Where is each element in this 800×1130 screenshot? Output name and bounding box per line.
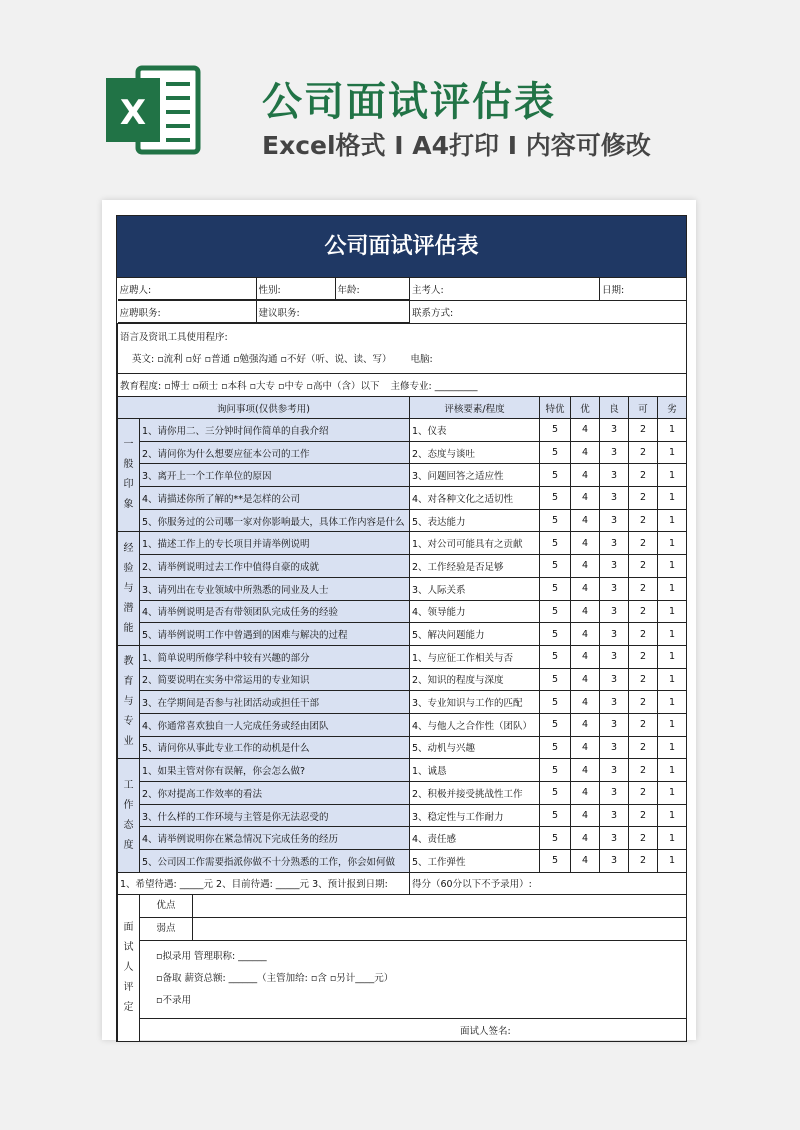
score-cell[interactable]: 3 [600,464,629,487]
score-cell[interactable]: 5 [540,487,571,510]
table-row [118,713,687,736]
signature-field[interactable]: 面试人签名: [140,1018,687,1041]
language-label: 语言及资讯工具使用程序: [120,332,228,343]
score-cell[interactable]: 5 [540,827,571,850]
score-cell[interactable]: 5 [540,441,571,464]
question-cell: 1、描述工作上的专长项目并请举例说明 [140,532,410,555]
gender-field[interactable]: 性别: [256,278,335,300]
education-row [118,374,687,397]
score-cell[interactable]: 2 [629,577,658,600]
score-cell[interactable]: 5 [540,850,571,873]
criteria-cell: 4、与他人之合作性（团队） [410,713,540,736]
score-cell[interactable]: 5 [540,736,571,759]
question-cell: 1、简单说明所修学科中较有兴趣的部分 [140,645,410,668]
salary-field[interactable]: 1、希望待遇: _____元 2、目前待遇: _____元 3、预计报到日期: [118,872,410,894]
col-header-poor: 劣 [658,397,687,419]
score-cell[interactable]: 4 [571,464,600,487]
score-cell[interactable]: 3 [600,623,629,646]
criteria-cell: 3、专业知识与工作的匹配 [410,691,540,714]
question-cell: 3、离开上一个工作单位的原因 [140,464,410,487]
score-cell[interactable]: 4 [571,804,600,827]
score-cell[interactable]: 4 [571,577,600,600]
computer-label: 电脑: [410,354,433,365]
criteria-cell: 5、动机与兴趣 [410,736,540,759]
question-cell: 2、请问你为什么想要应征本公司的工作 [140,441,410,464]
column-header-row [118,397,687,419]
score-cell[interactable]: 1 [658,645,687,668]
score-cell[interactable]: 3 [600,759,629,782]
score-cell[interactable]: 1 [658,782,687,805]
col-header-criteria: 评核要素/程度 [410,397,540,419]
question-cell: 2、简要说明在实务中常运用的专业知识 [140,668,410,691]
question-cell: 2、请举例说明过去工作中值得自豪的成就 [140,555,410,578]
interview-form [116,215,687,1042]
score-cell[interactable]: 5 [540,668,571,691]
date-field[interactable]: 日期: [600,278,687,300]
weakness-label: 弱点 [140,918,193,940]
col-header-fair: 可 [629,397,658,419]
table-row [118,691,687,714]
question-cell: 4、请举例说明你在紧急情况下完成任务的经历 [140,827,410,850]
score-cell[interactable]: 4 [571,441,600,464]
score-cell[interactable]: 3 [600,782,629,805]
question-cell: 5、请问你从事此专业工作的动机是什么 [140,736,410,759]
score-cell[interactable]: 1 [658,623,687,646]
hire-option[interactable]: ▫拟录用 管理职称: ______ [156,950,267,962]
score-cell[interactable]: 3 [600,441,629,464]
question-cell: 2、你对提高工作效率的看法 [140,782,410,805]
criteria-cell: 1、对公司可能具有之贡献 [410,532,540,555]
salary-row [118,872,687,894]
score-cell[interactable]: 2 [629,555,658,578]
table-row [118,736,687,759]
score-cell[interactable]: 1 [658,419,687,442]
table-row [118,487,687,510]
score-cell[interactable]: 3 [600,419,629,442]
table-row [118,804,687,827]
header-banner [0,0,800,190]
score-cell[interactable]: 3 [600,668,629,691]
criteria-cell: 1、诚恳 [410,759,540,782]
table-row [118,464,687,487]
table-row [118,509,687,532]
criteria-cell: 2、工作经验是否足够 [410,555,540,578]
score-cell[interactable]: 4 [571,759,600,782]
weakness-row [118,917,687,940]
score-cell[interactable]: 1 [658,464,687,487]
table-row [118,645,687,668]
score-cell[interactable]: 3 [600,509,629,532]
score-cell[interactable]: 3 [600,850,629,873]
score-cell[interactable]: 4 [571,850,600,873]
examiner-field[interactable]: 主考人: [410,278,600,300]
score-cell[interactable]: 1 [658,487,687,510]
suggested-position-field[interactable]: 建议职务: [256,301,410,323]
score-cell[interactable]: 3 [600,532,629,555]
score-cell[interactable]: 4 [571,713,600,736]
position-field[interactable]: 应聘职务: [118,301,257,323]
score-cell[interactable]: 3 [600,645,629,668]
category-cell: 一般印象 [118,419,140,532]
question-cell: 4、请描述你所了解的**是怎样的公司 [140,487,410,510]
page-subtitle: Excel格式 I A4打印 I 内容可修改 [262,131,651,160]
score-cell[interactable]: 2 [629,691,658,714]
criteria-cell: 3、稳定性与工作耐力 [410,804,540,827]
score-total-field[interactable]: 得分（60分以下不予录用）: [410,872,687,894]
score-cell[interactable]: 1 [658,736,687,759]
score-cell[interactable]: 5 [540,645,571,668]
question-cell: 3、在学期间是否参与社团活动或担任干部 [140,691,410,714]
score-cell[interactable]: 5 [540,509,571,532]
score-cell[interactable]: 4 [571,645,600,668]
score-cell[interactable]: 1 [658,827,687,850]
info-row [118,278,687,300]
category-cell: 工作态度 [118,759,140,872]
score-cell[interactable]: 2 [629,668,658,691]
score-cell[interactable]: 5 [540,600,571,623]
table-row [118,759,687,782]
score-cell[interactable]: 5 [540,555,571,578]
score-cell[interactable]: 2 [629,532,658,555]
table-row [118,668,687,691]
svg-text:X: X [119,93,147,133]
score-cell[interactable]: 4 [571,487,600,510]
score-cell[interactable]: 3 [600,827,629,850]
score-cell[interactable]: 3 [600,736,629,759]
score-cell[interactable]: 4 [571,555,600,578]
score-cell[interactable]: 5 [540,577,571,600]
score-cell[interactable]: 4 [571,691,600,714]
score-cell[interactable]: 3 [600,691,629,714]
education-options[interactable]: 教育程度: ▫博士 ▫硕士 ▫本科 ▫大专 ▫中专 ▫高中（含）以下 [120,381,380,392]
score-cell[interactable]: 2 [629,645,658,668]
score-cell[interactable]: 1 [658,509,687,532]
score-cell[interactable]: 4 [571,827,600,850]
score-cell[interactable]: 4 [571,736,600,759]
score-cell[interactable]: 2 [629,600,658,623]
criteria-cell: 5、表达能力 [410,509,540,532]
score-cell[interactable]: 2 [629,804,658,827]
score-cell[interactable]: 3 [600,600,629,623]
category-cell: 经验与潜能 [118,532,140,645]
table-row [118,623,687,646]
score-cell[interactable]: 2 [629,713,658,736]
question-cell: 3、请列出在专业领域中所熟悉的同业及人士 [140,577,410,600]
score-cell[interactable]: 2 [629,623,658,646]
applicant-field[interactable]: 应聘人: [118,278,257,300]
score-cell[interactable]: 3 [600,804,629,827]
excel-logo-icon [104,62,202,158]
score-cell[interactable]: 2 [629,759,658,782]
question-cell: 1、如果主管对你有误解，你会怎么做? [140,759,410,782]
question-cell: 5、公司因工作需要指派你做不十分熟悉的工作，你会如何做 [140,850,410,873]
criteria-cell: 2、积极并接受挑战性工作 [410,782,540,805]
score-cell[interactable]: 1 [658,600,687,623]
score-cell[interactable]: 2 [629,419,658,442]
age-field[interactable]: 年龄: [335,278,410,300]
strengths-row [118,894,687,917]
question-cell: 1、请你用二、三分钟时间作简单的自我介绍 [140,419,410,442]
score-cell[interactable]: 2 [629,509,658,532]
score-cell[interactable]: 5 [540,419,571,442]
score-cell[interactable]: 1 [658,555,687,578]
score-cell[interactable]: 2 [629,827,658,850]
score-cell[interactable]: 5 [540,804,571,827]
table-row [118,419,687,442]
table-row [118,532,687,555]
score-cell[interactable]: 5 [540,623,571,646]
score-cell[interactable]: 1 [658,577,687,600]
criteria-cell: 1、仪表 [410,419,540,442]
score-cell[interactable]: 2 [629,736,658,759]
score-cell[interactable]: 1 [658,759,687,782]
score-cell[interactable]: 1 [658,532,687,555]
table-row [118,600,687,623]
score-cell[interactable]: 3 [600,555,629,578]
table-row [118,782,687,805]
question-cell: 5、请举例说明工作中曾遇到的困难与解决的过程 [140,623,410,646]
col-header-good-plus: 优 [571,397,600,419]
language-row [118,324,687,374]
score-cell[interactable]: 2 [629,850,658,873]
criteria-cell: 3、问题回答之适应性 [410,464,540,487]
score-cell[interactable]: 5 [540,464,571,487]
score-cell[interactable]: 3 [600,577,629,600]
col-header-good: 良 [600,397,629,419]
score-cell[interactable]: 5 [540,691,571,714]
criteria-cell: 2、态度与谈吐 [410,441,540,464]
table-row [118,577,687,600]
decision-row [118,940,687,1018]
page-title: 公司面试评估表 [262,79,556,125]
score-cell[interactable]: 4 [571,419,600,442]
table-row [118,555,687,578]
score-cell[interactable]: 5 [540,713,571,736]
question-cell: 4、你通常喜欢独自一人完成任务或经由团队 [140,713,410,736]
score-cell[interactable]: 4 [571,509,600,532]
col-header-questions: 询问事项(仅供参考用) [118,397,410,419]
score-cell[interactable]: 1 [658,713,687,736]
score-cell[interactable]: 5 [540,532,571,555]
score-cell[interactable]: 3 [600,487,629,510]
score-cell[interactable]: 5 [540,782,571,805]
table-row [118,850,687,873]
score-cell[interactable]: 2 [629,464,658,487]
criteria-cell: 1、与应征工作相关与否 [410,645,540,668]
question-cell: 3、什么样的工作环境与主管是你无法忍受的 [140,804,410,827]
question-cell: 4、请举例说明是否有带领团队完成任务的经验 [140,600,410,623]
score-cell[interactable]: 4 [571,782,600,805]
form-banner: 公司面试评估表 [117,216,686,278]
criteria-cell: 3、人际关系 [410,577,540,600]
criteria-cell: 5、工作弹性 [410,850,540,873]
score-cell[interactable]: 1 [658,668,687,691]
criteria-cell: 4、领导能力 [410,600,540,623]
criteria-cell: 2、知识的程度与深度 [410,668,540,691]
score-cell[interactable]: 5 [540,759,571,782]
score-cell[interactable]: 2 [629,441,658,464]
score-cell[interactable]: 2 [629,782,658,805]
question-cell: 5、你服务过的公司哪一家对你影响最大，具体工作内容是什么 [140,509,410,532]
score-cell[interactable]: 2 [629,487,658,510]
criteria-cell: 5、解决问题能力 [410,623,540,646]
score-cell[interactable]: 4 [571,623,600,646]
reserve-option[interactable]: ▫备取 薪资总额: ______（主管加给: ▫含 ▫另计____元） [156,972,394,984]
form-table [117,278,687,1042]
score-cell[interactable]: 4 [571,532,600,555]
score-cell[interactable]: 1 [658,850,687,873]
score-cell[interactable]: 1 [658,804,687,827]
criteria-cell: 4、责任感 [410,827,540,850]
col-header-excellent: 特优 [540,397,571,419]
english-level-options[interactable]: 英文: ▫流利 ▫好 ▫普通 ▫勉强沟通 ▫不好（听、说、读、写） [132,354,392,365]
table-row [118,441,687,464]
score-cell[interactable]: 3 [600,713,629,736]
score-cell[interactable]: 1 [658,691,687,714]
evaluation-category: 面试人评定 [118,894,140,1041]
table-row [118,827,687,850]
category-cell: 教育与专业 [118,645,140,758]
criteria-cell: 4、对各种文化之适切性 [410,487,540,510]
score-cell[interactable]: 4 [571,668,600,691]
strengths-label: 优点 [140,895,193,917]
major-field[interactable]: 主修专业: _________ [390,381,478,392]
reject-option[interactable]: ▫不录用 [156,994,191,1006]
contact-field[interactable]: 联系方式: [410,300,687,324]
info-row [118,300,687,324]
score-cell[interactable]: 1 [658,441,687,464]
signature-row [118,1018,687,1041]
score-cell[interactable]: 4 [571,600,600,623]
